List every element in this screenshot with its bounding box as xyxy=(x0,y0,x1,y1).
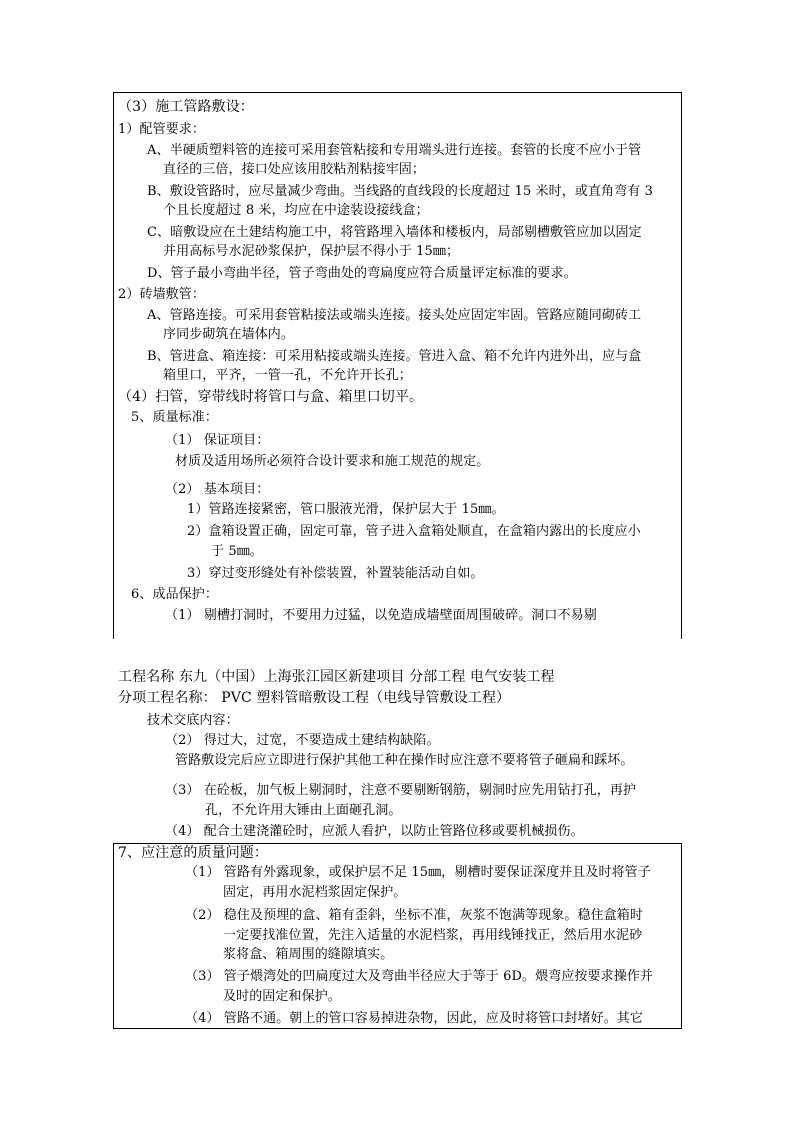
paragraph-line: 1）管路连接紧密，管口服液光滑，保护层大于 15㎜。 xyxy=(187,502,505,517)
paragraph-line: 及时的固定和保护。 xyxy=(223,989,341,1004)
section-heading: （3）施工管路敷设： xyxy=(118,99,254,115)
paragraph-line: 个且长度超过 8 米，均应在中途装设接线盒； xyxy=(163,203,429,218)
paragraph-line: （3） 管子煨湾处的凹扁度过大及弯曲半径应大于等于 6D。煨弯应按要求操作并 xyxy=(185,969,654,984)
paragraph-line: 序同步砌筑在墙体内。 xyxy=(163,327,295,342)
paragraph-line: （1） 剔槽打洞时，不要用力过猛，以免造成墙壁面周围破碎。洞口不易剔 xyxy=(165,608,597,623)
paragraph-line: A、半硬质塑料管的连接可采用套管粘接和专用端头进行连接。套管的长度不应小于管 xyxy=(147,143,642,158)
paragraph-line: 固定，再用水泥档浆固定保护。 xyxy=(223,885,407,900)
sub-heading: 1）配管要求： xyxy=(118,122,205,137)
sub-heading: 6、成品保护： xyxy=(131,587,218,602)
paragraph-line: B、管进盒、箱连接：可采用粘接或端头连接。管进入盒、箱不允许内进外出，应与盒 xyxy=(147,349,642,364)
paragraph-line: （1） 管路有外露现象，或保护层不足 15㎜，剔槽时要保证深度并且及时将管子 xyxy=(185,865,651,880)
project-header: 工程名称 东九（中国）上海张江园区新建项目 分部工程 电气安装工程 xyxy=(118,669,555,685)
sub-heading: 2）砖墙敷管： xyxy=(118,287,205,302)
paragraph-line: 3）穿过变形缝处有补偿装置，补置装能活动自如。 xyxy=(187,566,484,581)
paragraph-line: A、管路连接。可采用套管粘接法或端头连接。接头处应固定牢固。管路应随同砌砖工 xyxy=(147,308,642,323)
sub-heading: 5、质量标准： xyxy=(131,410,218,425)
paragraph-line: 管路敷设完后应立即进行保护其他工种在操作时应注意不要将管子砸扁和踩坏。 xyxy=(175,753,634,768)
section-heading: （4）扫管，穿带线时将管口与盒、箱里口切平。 xyxy=(118,389,424,405)
paragraph-line: 箱里口，平齐，一管一孔，不允许开长孔； xyxy=(163,368,412,383)
disclosure-label: 技术交底内容： xyxy=(147,713,239,728)
paragraph-line: 直径的三倍，接口处应该用胶粘剂粘接牢固； xyxy=(163,162,426,177)
paragraph-line: 2）盒箱设置正确，固定可靠，管子进入盒箱处顺直，在盒箱内露出的长度应小 xyxy=(187,524,641,539)
paragraph-line: 孔，不允许用大锤由上面砸孔洞。 xyxy=(205,803,402,818)
subproject-header: 分项工程名称： PVC 塑料管暗敷设工程（电线导管敷设工程） xyxy=(118,690,511,706)
paragraph-line: 并用高标号水泥砂浆保护，保护层不得小于 15㎜； xyxy=(163,244,460,259)
paragraph-line: 材质及适用场所必须符合设计要求和施工规范的规定。 xyxy=(175,454,490,469)
paragraph-line: （2） 基本项目： xyxy=(165,482,270,497)
paragraph-line: （3） 在砼板，加气板上剔洞时，注意不要剔断钢筋，剔洞时应先用钻打孔，再护 xyxy=(165,783,637,798)
paragraph-line: B、敷设管路时，应尽量减少弯曲。当线路的直线段的长度超过 15 米时，或直角弯有 3 xyxy=(147,184,653,199)
paragraph-line: （4） 配合土建浇灌砼时，应派人看护，以防止管路位移或要机械损伤。 xyxy=(165,824,584,839)
paragraph-line: 一定要找准位置，先注入适量的水泥档浆，再用线锤找正，然后用水泥砂 xyxy=(223,928,643,943)
paragraph-line: （2） 稳住及预埋的盒、箱有歪斜，坐标不准，灰浆不饱满等现象。稳住盒箱时 xyxy=(185,908,644,923)
paragraph-line: 于 5㎜。 xyxy=(211,544,263,559)
paragraph-line: （4） 管路不通。朝上的管口容易掉进杂物，因此，应及时将管口封堵好。其它 xyxy=(185,1011,644,1026)
paragraph-line: C、暗敷设应在土建结构施工中，将管路埋入墙体和楼板内，局部剔槽敷管应加以固定 xyxy=(147,225,642,240)
section-heading: 7、应注意的质量问题： xyxy=(118,845,269,861)
paragraph-line: （2） 得过大，过宽，不要造成土建结构缺陷。 xyxy=(165,733,440,748)
paragraph-line: （1） 保证项目： xyxy=(165,433,270,448)
paragraph-line: 浆将盒、箱周围的缝隙填实。 xyxy=(223,947,394,962)
paragraph-line: D、管子最小弯曲半径，管子弯曲处的弯扁度应符合质量评定标准的要求。 xyxy=(147,266,577,281)
